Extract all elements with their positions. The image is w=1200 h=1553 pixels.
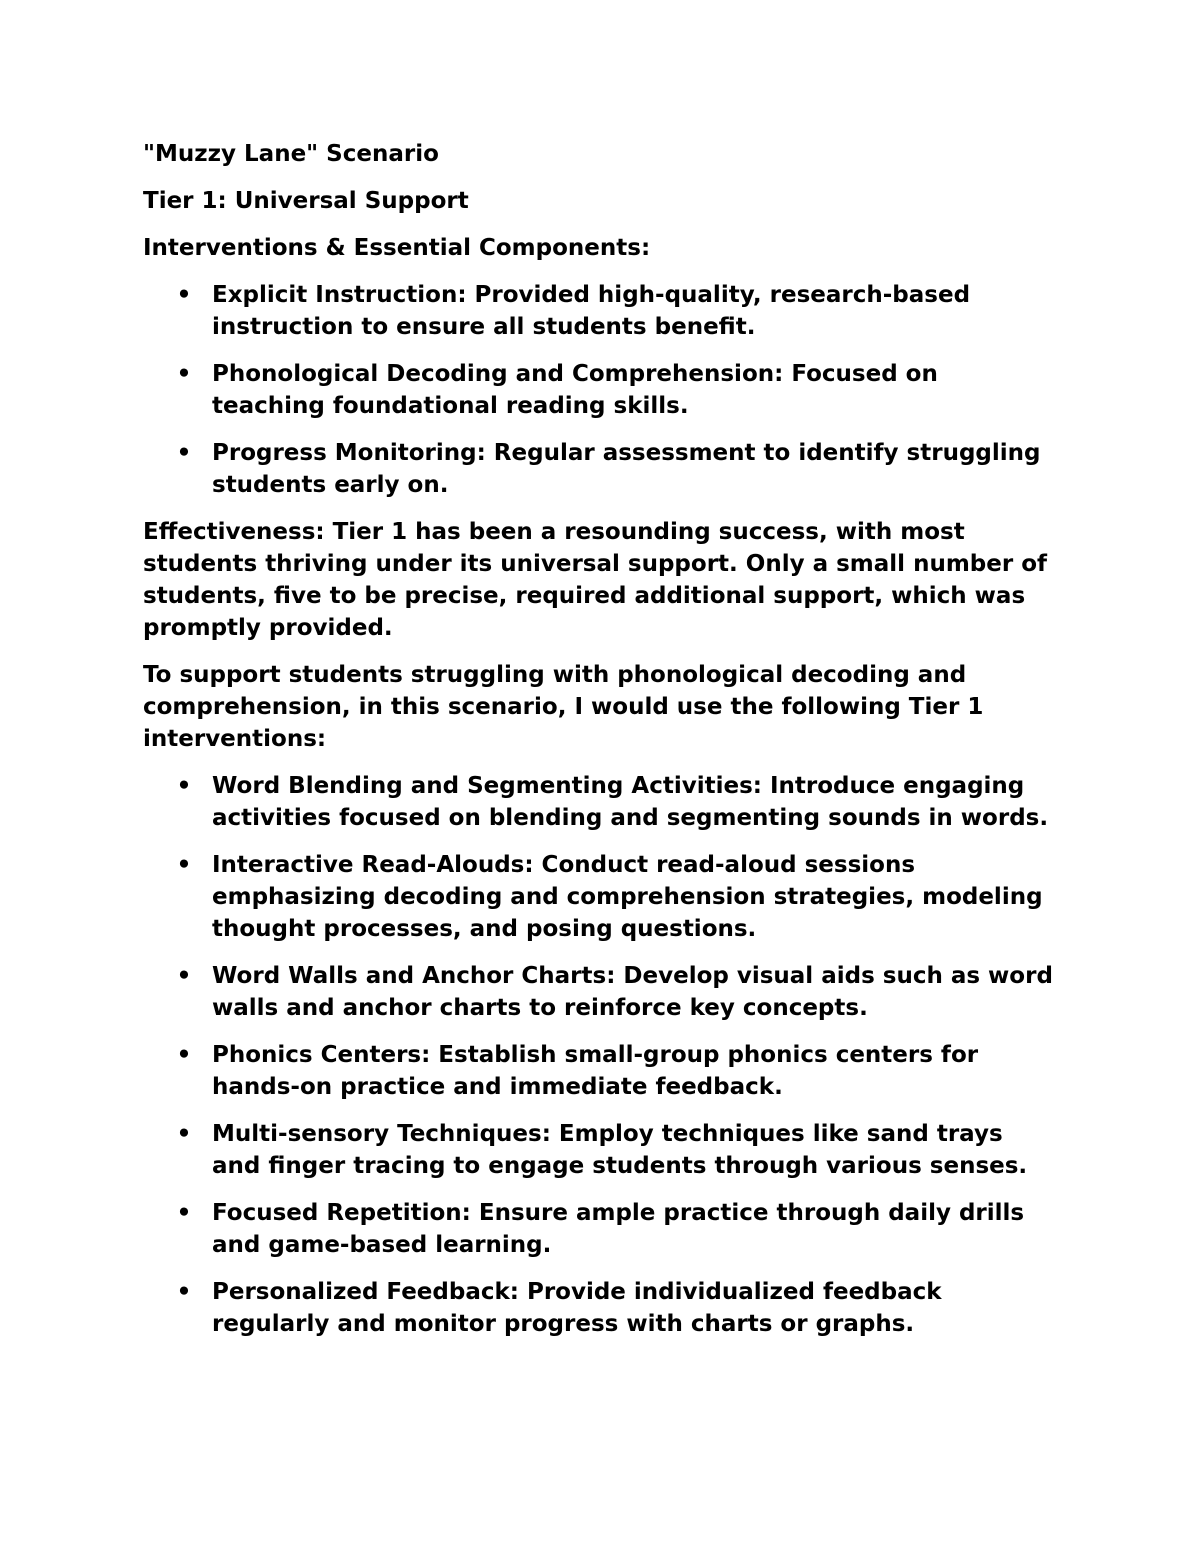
bullet-icon: •: [176, 1200, 192, 1226]
bullet-icon: •: [176, 1279, 192, 1305]
bullet-icon: •: [176, 1042, 192, 1068]
list-item: [143, 1276, 1053, 1340]
document-title: "Muzzy Lane" Scenario: [143, 141, 439, 167]
effectiveness-paragraph: Effectiveness: Tier 1 has been a resounding success, with most students thriving under its universal support. Only a small number of students, five to be precise, required additional support, which was promptly provided.: [143, 519, 1048, 641]
list-item: [143, 1197, 1053, 1261]
list-item-text: Explicit Instruction: Provided high-quality, research-based instruction to ensure all students benefit.: [212, 282, 971, 340]
bullet-icon: •: [176, 1121, 192, 1147]
list-item: [143, 358, 1053, 422]
list-item-text: Multi-sensory Techniques: Employ techniques like sand trays and finger tracing to engage students through various senses.: [212, 1121, 1028, 1179]
list-item-text: Interactive Read-Alouds: Conduct read-aloud sessions emphasizing decoding and comprehension strategies, modeling thought processes, and posing questions.: [212, 852, 1043, 942]
list-item: [143, 960, 1053, 1024]
interventions-list: [143, 770, 1053, 1340]
list-item-text: Phonics Centers: Establish small-group phonics centers for hands-on practice and immediate feedback.: [212, 1042, 979, 1100]
list-item-text: Personalized Feedback: Provide individualized feedback regularly and monitor progress with charts or graphs.: [212, 1279, 942, 1337]
list-item-text: Progress Monitoring: Regular assessment to identify struggling students early on.: [212, 440, 1041, 498]
tier-heading: Tier 1: Universal Support: [143, 188, 469, 214]
bullet-icon: •: [176, 440, 192, 466]
list-item-text: Phonological Decoding and Comprehension: Focused on teaching foundational reading skills.: [212, 361, 938, 419]
list-item: [143, 437, 1053, 501]
bullet-icon: •: [176, 773, 192, 799]
document-page: [143, 138, 1053, 1355]
list-item-text: Focused Repetition: Ensure ample practice through daily drills and game-based learning.: [212, 1200, 1025, 1258]
list-item: [143, 1118, 1053, 1182]
interventions-intro: To support students struggling with phonological decoding and comprehension, in this scenario, I would use the following Tier 1 interventions:: [143, 662, 984, 752]
list-item: [143, 1039, 1053, 1103]
list-item: [143, 770, 1053, 834]
list-item-text: Word Blending and Segmenting Activities: Introduce engaging activities focused on blending and segmenting sounds in words.: [212, 773, 1049, 831]
bullet-icon: •: [176, 361, 192, 387]
list-item-text: Word Walls and Anchor Charts: Develop visual aids such as word walls and anchor charts to reinforce key concepts.: [212, 963, 1053, 1021]
components-list: [143, 279, 1053, 501]
list-item: [143, 849, 1053, 945]
bullet-icon: •: [176, 852, 192, 878]
bullet-icon: •: [176, 282, 192, 308]
bullet-icon: •: [176, 963, 192, 989]
components-heading: Interventions & Essential Components:: [143, 235, 651, 261]
list-item: [143, 279, 1053, 343]
